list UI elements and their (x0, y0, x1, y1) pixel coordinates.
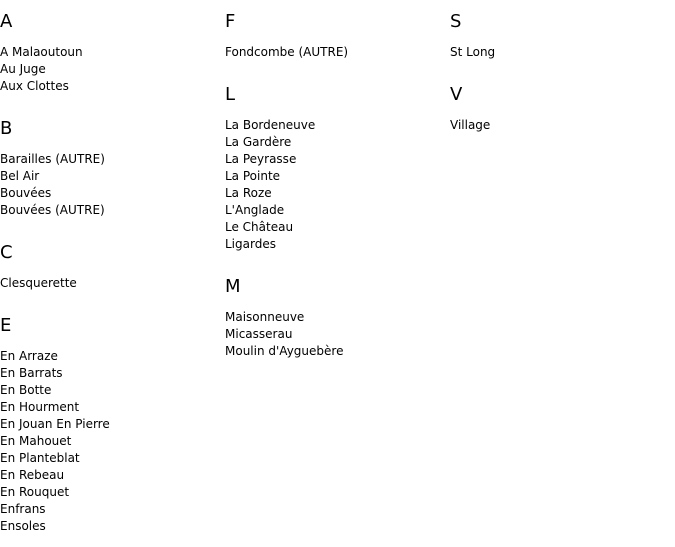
place-list (450, 33, 675, 73)
letter-heading: C (0, 242, 13, 263)
place-link[interactable]: En Rouquet (0, 485, 70, 499)
place-list-item (225, 326, 450, 343)
place-list-item (225, 134, 450, 151)
place-list-item (225, 202, 450, 219)
place-link[interactable]: Le Château (225, 220, 294, 234)
place-link[interactable]: En Botte (0, 383, 52, 397)
place-list (225, 106, 450, 265)
place-list-item (0, 44, 225, 61)
place-list-item (225, 151, 450, 168)
letter-heading: A (0, 11, 13, 32)
place-link[interactable]: Au Juge (0, 62, 46, 76)
place-list-item (450, 44, 675, 61)
place-list (0, 337, 225, 547)
place-list-item (0, 501, 225, 518)
place-link[interactable]: En Jouan En Pierre (0, 417, 110, 431)
place-list (0, 264, 225, 304)
place-list (0, 140, 225, 231)
place-list-item (450, 117, 675, 134)
place-list-item (0, 168, 225, 185)
place-link[interactable]: Bel Air (0, 169, 40, 183)
letter-heading: L (225, 84, 236, 105)
place-link[interactable]: En Mahouet (0, 434, 72, 448)
place-list-item (0, 484, 225, 501)
place-link[interactable]: Barailles (AUTRE) (0, 152, 105, 166)
place-list-item (0, 61, 225, 78)
place-list (450, 106, 675, 146)
index-column-3 (450, 0, 675, 146)
place-list-item (0, 382, 225, 399)
place-link[interactable]: A Malaoutoun (0, 45, 83, 59)
place-link[interactable]: Enfrans (0, 502, 46, 516)
place-link[interactable]: St Long (450, 45, 496, 59)
place-list-item (225, 117, 450, 134)
place-list (225, 33, 450, 73)
letter-heading: M (225, 276, 241, 297)
place-list-item (225, 343, 450, 360)
place-list-item (225, 44, 450, 61)
letter-group (450, 0, 675, 73)
letter-group (0, 231, 225, 304)
place-list (0, 33, 225, 107)
place-list (225, 298, 450, 372)
place-list-item (225, 185, 450, 202)
place-list-item (0, 202, 225, 219)
place-link[interactable]: En Barrats (0, 366, 63, 380)
place-link[interactable]: Bouvées (AUTRE) (0, 203, 105, 217)
place-link[interactable]: Bouvées (0, 186, 52, 200)
place-link[interactable]: Moulin d'Ayguebère (225, 344, 344, 358)
place-link[interactable]: La Roze (225, 186, 272, 200)
place-link[interactable]: Ensoles (0, 519, 46, 533)
place-list-item (0, 399, 225, 416)
letter-group (225, 0, 450, 73)
place-list-item (0, 433, 225, 450)
place-list-item (0, 467, 225, 484)
place-list-item (0, 518, 225, 535)
place-link[interactable]: Fondcombe (AUTRE) (225, 45, 349, 59)
letter-group (0, 0, 225, 107)
place-link[interactable]: En Rebeau (0, 468, 65, 482)
letter-heading: F (225, 11, 236, 32)
place-link[interactable]: Maisonneuve (225, 310, 305, 324)
letter-group (225, 265, 450, 372)
place-list-item (0, 185, 225, 202)
place-list-item (0, 416, 225, 433)
place-link[interactable]: Ligardes (225, 237, 276, 251)
place-list-item (0, 348, 225, 365)
place-link[interactable]: La Peyrasse (225, 152, 297, 166)
place-link[interactable]: Village (450, 118, 491, 132)
place-list-item (0, 450, 225, 467)
letter-group (0, 107, 225, 231)
place-link[interactable]: En Arraze (0, 349, 58, 363)
letter-heading: E (0, 315, 12, 336)
place-link[interactable]: La Bordeneuve (225, 118, 316, 132)
place-list-item (225, 236, 450, 253)
place-list-item (225, 168, 450, 185)
letter-group (0, 304, 225, 547)
place-link[interactable]: Aux Clottes (0, 79, 69, 93)
place-link[interactable]: Clesquerette (0, 276, 77, 290)
place-list-item (0, 78, 225, 95)
place-list-item (0, 365, 225, 382)
letter-heading: V (450, 84, 463, 105)
index-column-2 (225, 0, 450, 372)
place-link[interactable]: La Gardère (225, 135, 292, 149)
place-list-item (225, 309, 450, 326)
place-list-item (225, 219, 450, 236)
place-link[interactable]: En Hourment (0, 400, 80, 414)
letter-heading: S (450, 11, 462, 32)
place-link[interactable]: La Pointe (225, 169, 281, 183)
letter-heading: B (0, 118, 13, 139)
place-list-item (0, 151, 225, 168)
letter-group (450, 73, 675, 146)
letter-group (225, 73, 450, 265)
place-list-item (0, 275, 225, 292)
place-link[interactable]: Micasserau (225, 327, 293, 341)
place-link[interactable]: L'Anglade (225, 203, 285, 217)
place-link[interactable]: En Planteblat (0, 451, 80, 465)
index-column-1 (0, 0, 225, 547)
